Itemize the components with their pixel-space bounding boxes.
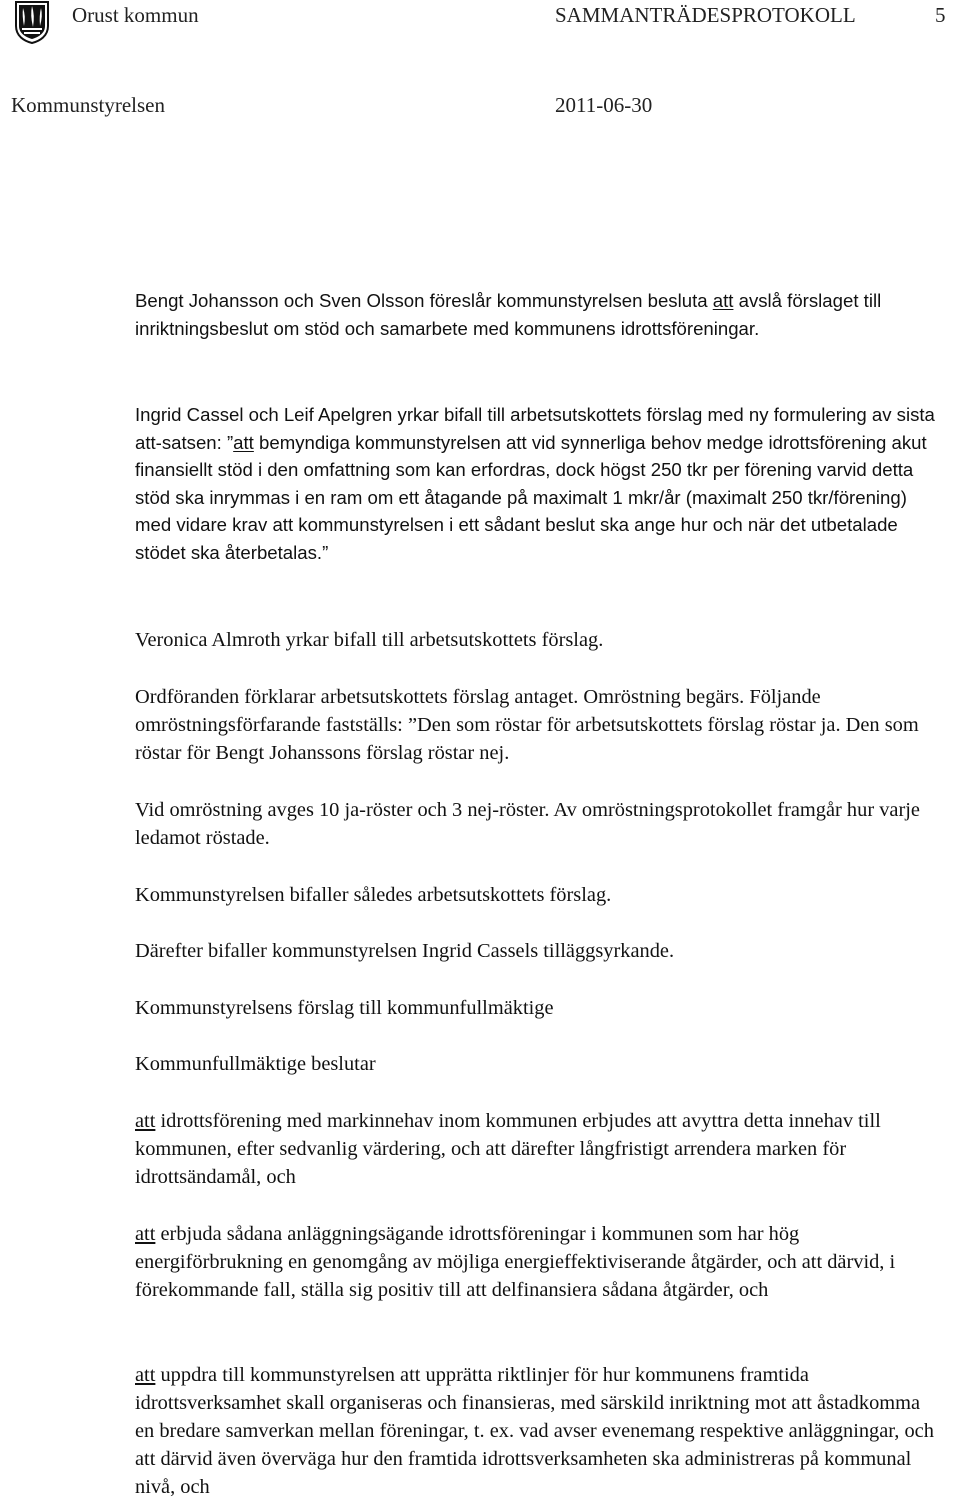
paragraph-support-statement: Veronica Almroth yrkar bifall till arbetsutskottets förslag. bbox=[135, 629, 604, 651]
header-meeting-date: 2011-06-30 bbox=[555, 93, 653, 117]
decision-item-land-holdings: att idrottsförening med markinnehav inom kommunen erbjudes att avyttra detta innehav till kommunen, efter sedvanlig värdering, och att därefter långfristigt arrendera marken för idrottsändamål, och bbox=[135, 1110, 881, 1188]
decision-item-guidelines: att uppdra till kommunstyrelsen att upprätta riktlinjer för hur kommunens framtida idrottsverksamhet skall organiseras och finansieras, med särskild inriktning mot att åstadkomma en bredare samverkan mellan föreningar, t. ex. vad avser evenemang respektive anläggningar, och att därvid även överväga hur den framtida idrottsverksamheten ska administreras på kommunal nivå, och bbox=[135, 1364, 934, 1498]
paragraph-voting-procedure: Ordföranden förklarar arbetsutskottets förslag antaget. Omröstning begärs. Följande omröstningsförfarande fastställs: ”Den som röstar för arbetsutskottets förslag röstar ja. Den som röstar för Bengt Johanssons förslag röstar nej. bbox=[135, 686, 919, 764]
header-page-number: 5 bbox=[935, 3, 946, 27]
header-organization: Orust kommun bbox=[72, 3, 199, 27]
decision-item-energy-efficiency: att erbjuda sådana anläggningsägande idrottsföreningar i kommunen som har hög energiförbrukning en genomgång av möjliga energieffektiviserande åtgärder, och att därvid, i förekommande fall, ställa sig positiv till att delfinansiera sådana åtgärder, och bbox=[135, 1223, 896, 1301]
header-document-type: SAMMANTRÄDESPROTOKOLL bbox=[555, 3, 856, 27]
municipality-crest-logo bbox=[14, 0, 50, 44]
section-heading-council-decides: Kommunfullmäktige beslutar bbox=[135, 1053, 376, 1075]
paragraph-amendment-proposal: Ingrid Cassel och Leif Apelgren yrkar bifall till arbetsutskottets förslag med ny formulering av sista att-satsen: ”att bemyndiga kommunstyrelsen att vid synnerliga behov medge idrottsförening akut finansiellt stöd i den omfattning som kan erfordras, dock högst 250 tkr per förening varvid detta stöd ska inrymmas i en ram om ett åtagande på maximalt 1 mkr/år (maximalt 250 tkr/förening) med vidare krav att kommunstyrelsen i ett sådant beslut ska ange hur och när det utbetalade stödet ska återbetalas.” bbox=[135, 404, 935, 563]
paragraph-decision: Kommunstyrelsen bifaller således arbetsutskottets förslag. bbox=[135, 884, 612, 906]
paragraph-proposal-reject: Bengt Johansson och Sven Olsson föreslår kommunstyrelsen besluta att avslå förslaget till inriktningsbeslut om stöd och samarbete med kommunens idrottsföreningar. bbox=[135, 290, 882, 339]
section-heading-proposal: Kommunstyrelsens förslag till kommunfullmäktige bbox=[135, 997, 554, 1019]
header-committee: Kommunstyrelsen bbox=[11, 93, 165, 117]
paragraph-voting-result: Vid omröstning avges 10 ja-röster och 3 nej-röster. Av omröstningsprotokollet framgår hur varje ledamot röstade. bbox=[135, 799, 920, 849]
paragraph-addendum-approved: Därefter bifaller kommunstyrelsen Ingrid Cassels tilläggsyrkande. bbox=[135, 940, 675, 962]
